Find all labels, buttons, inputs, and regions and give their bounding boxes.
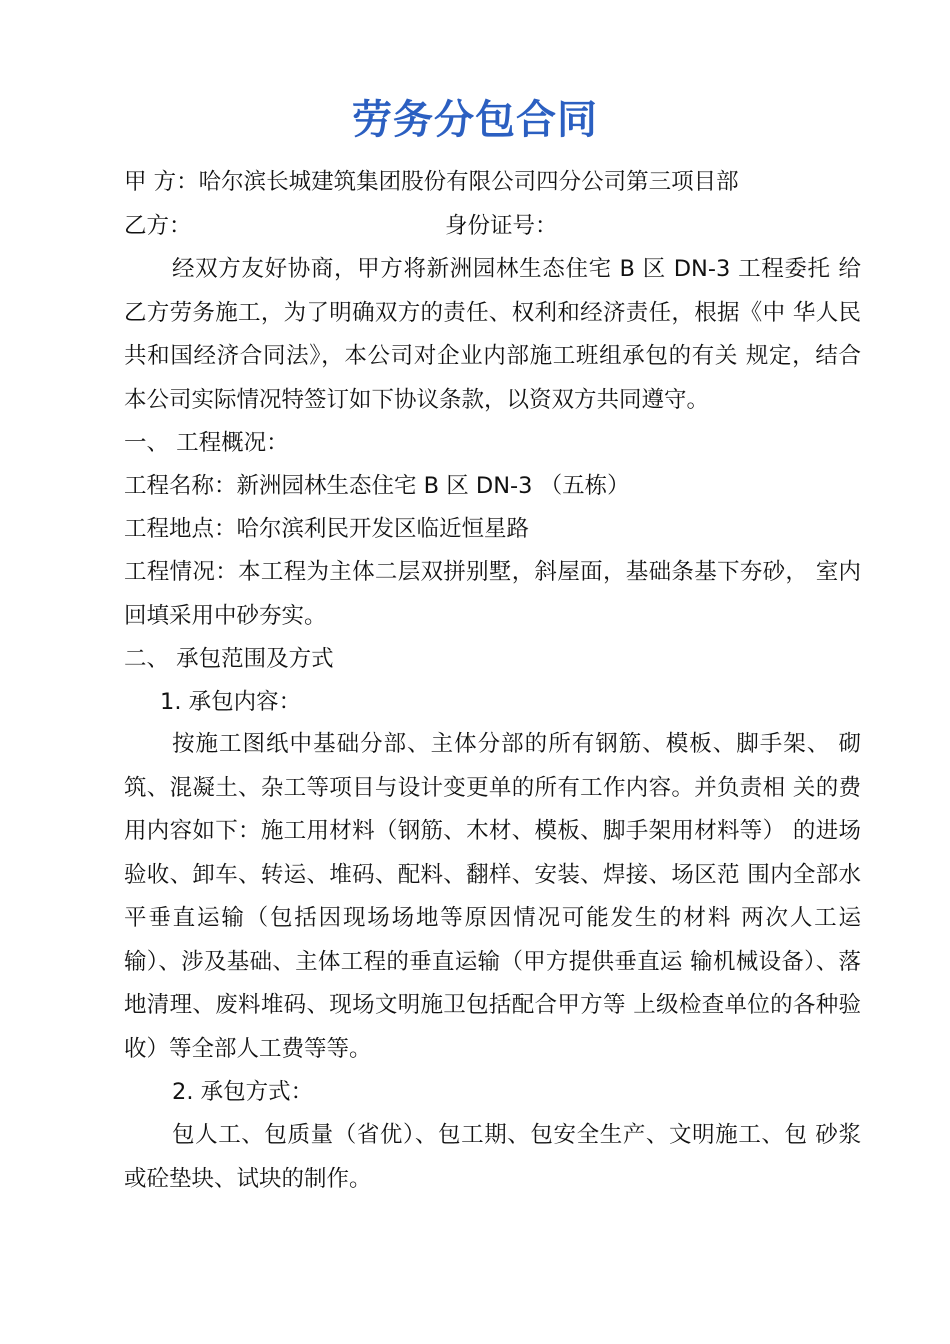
section-2-heading: 二、 承包范围及方式	[124, 646, 334, 672]
item-1-heading: 1. 承包内容：	[160, 689, 302, 715]
project-name: 工程名称：新洲园林生态住宅 B 区 DN-3 （五栋）	[124, 473, 630, 499]
document-title: 劳务分包合同	[352, 97, 598, 143]
item-2-body: 包人工、包质量（省优）、包工期、包安全生产、文明施工、包 砂浆或砼垫块、试块的制作。	[124, 1122, 861, 1192]
item-1-body: 按施工图纸中基础分部、主体分部的所有钢筋、模板、脚手架、 砌筑、混凝土、杂工等项目与设计变更单的所有工作内容。并负责相 关的费用内容如下：施工用材料（钢筋、木材、模板、脚手架用材料等） 的进场验收、卸车、转运、堆码、配料、翻样、安装、焊接、场区范 围内全部水平垂直运输（包括因现场场地等原因情况可能发生的材料 两次人工运输）、涉及基础、主体工程的垂直运输（甲方提供垂直运 输机械设备）、落地清理、废料堆码、现场文明施卫包括配合甲方等 上级检查单位的各种验收）等全部人工费等等。	[124, 731, 861, 1062]
intro-paragraph: 经双方友好协商，甲方将新洲园林生态住宅 B 区 DN-3 工程委托 给乙方劳务施工，为了明确双方的责任、权利和经济责任，根据《中 华人民共和国经济合同法》，本公司对企业内部施工班组承包的有关 规定，结合本公司实际情况特签订如下协议条款，以资双方共同遵守。	[124, 256, 861, 413]
party-a-line: 甲 方：哈尔滨长城建筑集团股份有限公司四分公司第三项目部	[124, 169, 739, 195]
id-number-label: 身份证号：	[445, 213, 558, 239]
project-location: 工程地点：哈尔滨利民开发区临近恒星路	[124, 516, 530, 542]
project-situation: 工程情况：本工程为主体二层双拼别墅，斜屋面，基础条基下夯砂， 室内回填采用中砂夯实。	[124, 559, 861, 629]
section-1-heading: 一、 工程概况：	[124, 430, 289, 456]
party-b-label: 乙方：	[124, 213, 192, 239]
item-2-heading: 2. 承包方式：	[172, 1079, 314, 1105]
